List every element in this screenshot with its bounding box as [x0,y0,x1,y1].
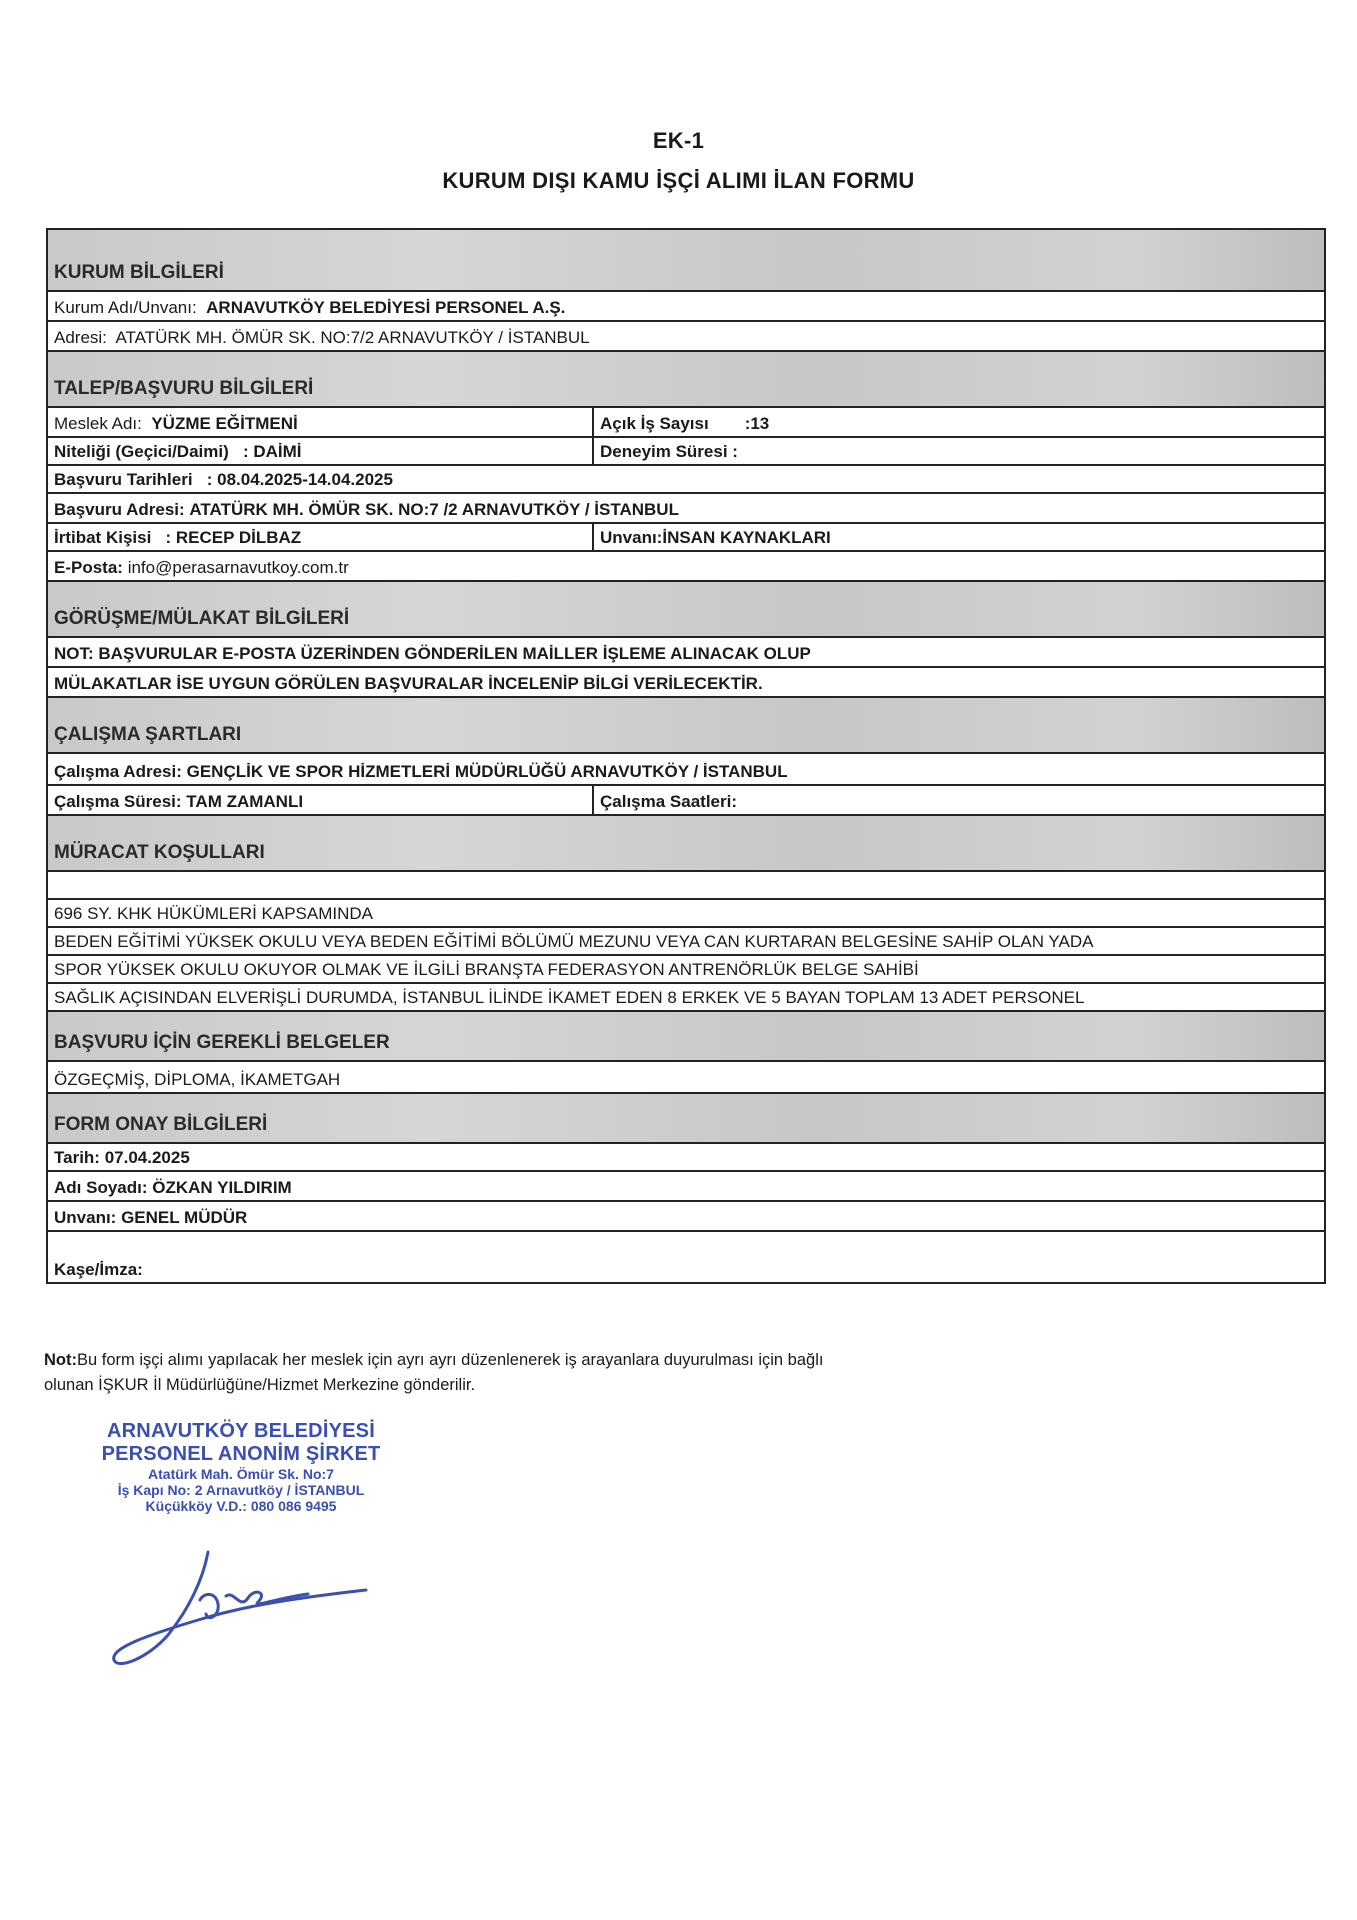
footnote-line: Bu form işçi alımı yapılacak her meslek için ayrı ayrı düzenlenerek iş arayanlara duyurulması için bağlı [76,1351,824,1369]
section-title: BAŞVURU İÇİN GEREKLİ BELGELER [54,1032,390,1053]
row-onay-adsoyad [48,1172,1324,1202]
label: Adı Soyadı: [54,1178,148,1197]
section-onay [48,1094,1324,1144]
footnote [44,1348,1044,1398]
row-basvuru-adres [48,494,1324,524]
condition-line: 696 SY. KHK HÜKÜMLERİ KAPSAMINDA [54,904,374,923]
footnote-line: olunan İŞKUR İl Müdürlüğüne/Hizmet Merkezine gönderilir. [44,1376,476,1394]
label: E-Posta: [54,558,123,577]
stamp-line: ARNAVUTKÖY BELEDİYESİ [107,1420,375,1442]
value: ATATÜRK MH. ÖMÜR SK. NO:7/2 ARNAVUTKÖY / İSTANBUL [115,328,590,347]
handwritten-signature [108,1540,378,1680]
row-kurum-adi [48,292,1324,322]
section-title: MÜRACAT KOŞULLARI [54,842,265,863]
value: 07.04.2025 [104,1148,190,1167]
row-irtibat [48,524,1324,552]
form-table [46,228,1326,1284]
section-calisma [48,698,1324,754]
row-calisma-sure [48,786,1324,816]
section-gorusme [48,582,1324,638]
row-muracat-3 [48,956,1324,984]
value: ÖZKAN YILDIRIM [152,1178,292,1197]
label: Niteliği (Geçici/Daimi) [54,442,229,461]
form-title: KURUM DIŞI KAMU İŞÇİ ALIMI İLAN FORMU [442,168,915,193]
note-line: MÜLAKATLAR İSE UYGUN GÖRÜLEN BAŞVURALAR İNCELENİP BİLGİ VERİLECEKTİR. [54,674,763,693]
label: Unvanı: [600,528,663,547]
section-kurum [48,230,1324,292]
value: YÜZME EĞİTMENİ [151,414,298,433]
condition-line: SAĞLIK AÇISINDAN ELVERİŞLİ DURUMDA, İSTANBUL İLİNDE İKAMET EDEN 8 ERKEK VE 5 BAYAN TOPLAM 13 ADET PERSONEL [54,988,1085,1007]
label: Başvuru Adresi: [54,500,185,519]
row-meslek [48,408,1324,438]
row-muracat-4 [48,984,1324,1012]
row-nitelik [48,438,1324,466]
row-tarih [48,466,1324,494]
row-gorusme-2 [48,668,1324,698]
condition-line: BEDEN EĞİTİMİ YÜKSEK OKULU VEYA BEDEN EĞİTİMİ BÖLÜMÜ MEZUNU VEYA CAN KURTARAN BELGESİNE SAHİP OLAN YADA [54,932,1094,951]
row-kase [48,1232,1324,1284]
label: İrtibat Kişisi [54,528,152,547]
label: Çalışma Saatleri: [600,792,738,811]
value: : [732,442,738,461]
label: Tarih: [54,1148,100,1167]
section-talep [48,352,1324,408]
value: İNSAN KAYNAKLARI [662,528,831,547]
documents-line: ÖZGEÇMİŞ, DİPLOMA, İKAMETGAH [54,1070,341,1089]
label: Açık İş Sayısı [600,414,709,433]
annex-label: EK-1 [652,128,705,153]
value: ARNAVUTKÖY BELEDİYESİ PERSONEL A.Ş. [206,298,566,317]
value: GENÇLİK VE SPOR HİZMETLERİ MÜDÜRLÜĞÜ ARNAVUTKÖY / İSTANBUL [186,762,788,781]
section-title: FORM ONAY BİLGİLERİ [54,1114,268,1135]
row-eposta [48,552,1324,582]
value: : DAİMİ [242,442,302,461]
stamp-line: Küçükköy V.D.: 080 086 9495 [145,1498,337,1514]
value: GENEL MÜDÜR [121,1208,248,1227]
row-blank [48,872,1324,900]
section-muracat [48,816,1324,872]
footnote-bold: Not: [44,1351,77,1369]
label: Deneyim Süresi [600,442,728,461]
section-title: TALEP/BAŞVURU BİLGİLERİ [54,378,314,399]
row-muracat-2 [48,928,1324,956]
row-onay-tarih [48,1144,1324,1172]
signature-label: Kaşe/İmza: [54,1260,143,1279]
value: info@perasarnavutkoy.com.tr [127,558,349,577]
section-title: ÇALIŞMA ŞARTLARI [54,724,242,745]
section-title: GÖRÜŞME/MÜLAKAT BİLGİLERİ [54,608,350,629]
value: : 08.04.2025-14.04.2025 [206,470,393,489]
row-onay-unvan [48,1202,1324,1232]
label: Meslek Adı: [54,414,142,433]
row-muracat-1 [48,900,1324,928]
company-stamp [76,1420,406,1514]
label: Kurum Adı/Unvanı: [54,298,197,317]
stamp-line: İş Kapı No: 2 Arnavutköy / İSTANBUL [117,1482,365,1498]
value: :13 [744,414,770,433]
section-title: KURUM BİLGİLERİ [54,262,224,283]
label: Unvanı: [54,1208,117,1227]
row-calisma-adres [48,754,1324,786]
label: Çalışma Süresi: [54,792,182,811]
row-gorusme-1 [48,638,1324,668]
row-kurum-adres [48,322,1324,352]
label: Adresi: [54,328,107,347]
stamp-line: Atatürk Mah. Ömür Sk. No:7 [148,1466,334,1482]
row-belgeler [48,1062,1324,1094]
stamp-line: PERSONEL ANONİM ŞİRKET [101,1443,381,1465]
value: ATATÜRK MH. ÖMÜR SK. NO:7 /2 ARNAVUTKÖY / İSTANBUL [189,500,679,519]
value: : RECEP DİLBAZ [165,528,302,547]
label: Başvuru Tarihleri [54,470,193,489]
section-belgeler [48,1012,1324,1062]
note-line: NOT: BAŞVURULAR E-POSTA ÜZERİNDEN GÖNDERİLEN MAİLLER İŞLEME ALINACAK OLUP [54,644,811,663]
condition-line: SPOR YÜKSEK OKULU OKUYOR OLMAK VE İLGİLİ BRANŞTA FEDERASYON ANTRENÖRLÜK BELGE SAHİBİ [54,960,919,979]
value: TAM ZAMANLI [186,792,304,811]
label: Çalışma Adresi: [54,762,182,781]
